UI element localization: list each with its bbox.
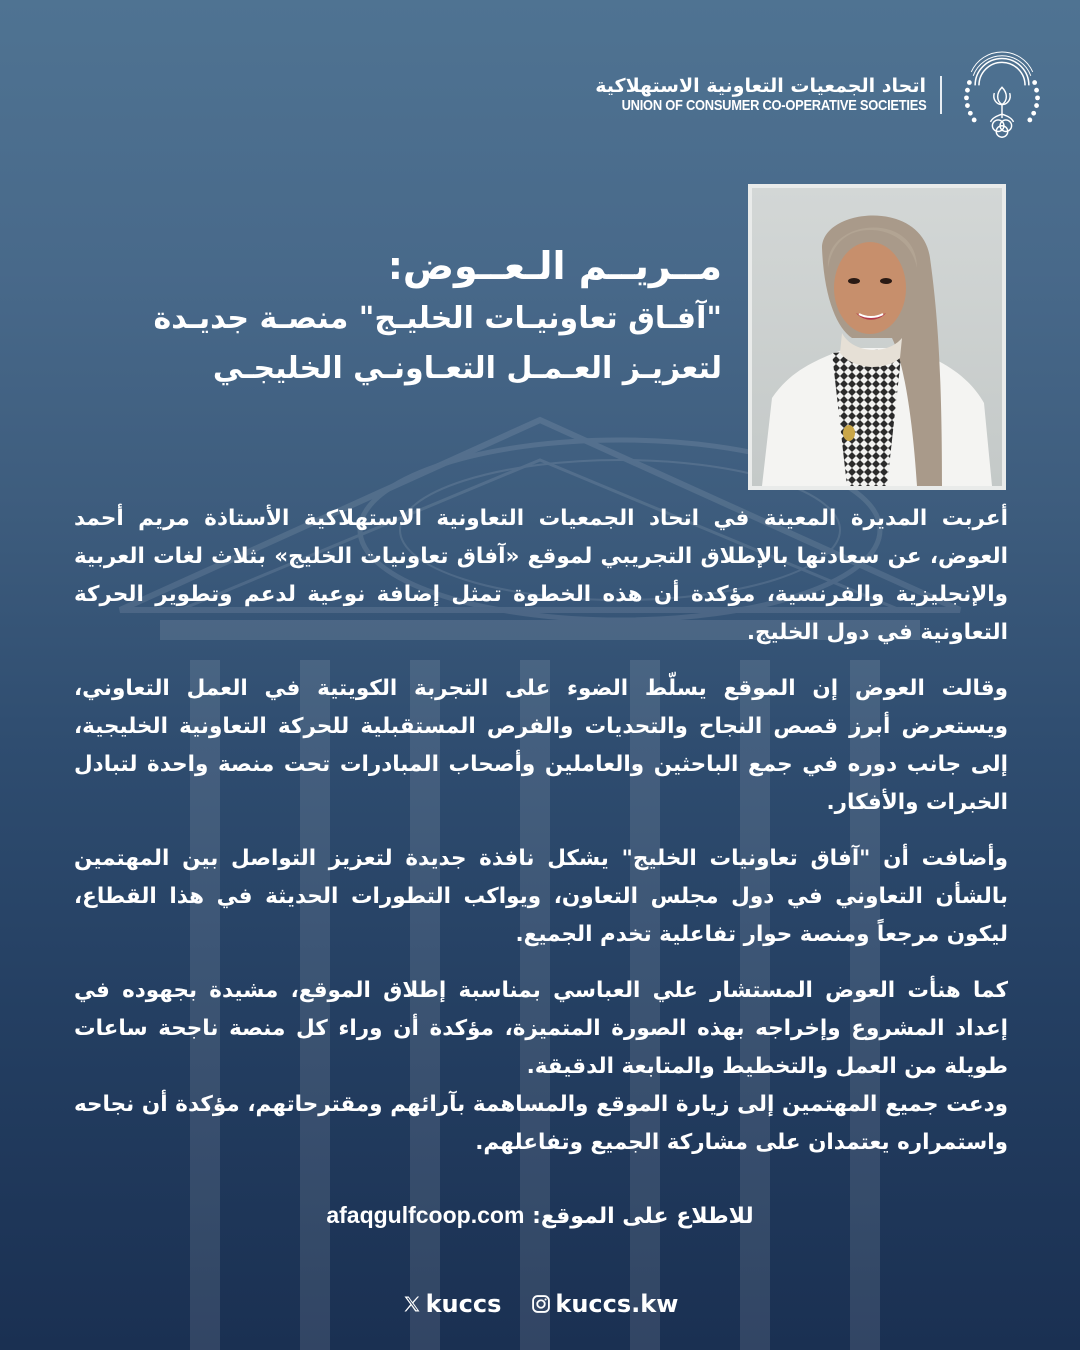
org-name-arabic: اتحاد الجمعيات التعاونية الاستهلاكية (595, 75, 926, 97)
instagram-handle: kuccs.kw (555, 1290, 679, 1318)
portrait-illustration (752, 188, 1002, 486)
article-body (74, 500, 1008, 1162)
header-divider (940, 76, 942, 114)
headline-line-2: لتعزيـز العـمـل التعـاونـي الخليجـي (212, 351, 722, 386)
org-name-english: UNION OF CONSUMER CO-OPERATIVE SOCIETIES (621, 97, 926, 114)
paragraph-3: وأضافت أن "آفاق تعاونيات الخليج" يشكل نافذة جديدة لتعزيز التواصل بين المهتمين بالشأن التعاوني في دول مجلس التعاون، ويواكب التطورات الحديثة في هذا القطاع، ليكون مرجعاً ومنصة حوار تفاعلية تخدم الجميع. (74, 846, 1008, 947)
x-handle-link[interactable] (402, 1290, 502, 1318)
paragraph-4: كما هنأت العوض المستشار علي العباسي بمناسبة إطلاق الموقع، مشيدة بجهوده في إعداد المشروع وإخراجه بهذه الصورة المتميزة، مؤكدة أن وراء كل منصة ناجحة ساعات طويلة من العمل والتخطيط والمتابعة الدقيقة. (74, 978, 1008, 1079)
headline (42, 238, 722, 394)
paragraph-2: وقالت العوض إن الموقع يسلّط الضوء على التجربة الكويتية في العمل التعاوني، ويستعرض أبرز قصص النجاح والتحديات والفرص المستقبلية للحركة التعاونية الخليجية، إلى جانب دوره في جمع الباحثين والعاملين وأصحاب المبادرات تحت منصة واحدة لتبادل الخبرات والأفكار. (74, 676, 1008, 815)
paragraph-1: أعربت المديرة المعينة في اتحاد الجمعيات التعاونية الاستهلاكية الأستاذة مريم أحمد العوض، عن سعادتها بالإطلاق التجريبي لموقع «آفاق تعاونيات الخليج» بثلاث لغات العربية والإنجليزية والفرنسية، مؤكدة أن هذه الخطوة تمثل إضافة نوعية لدعم وتطوير الحركة التعاونية في دول الخليج. (74, 506, 1008, 645)
union-emblem-icon (954, 47, 1050, 143)
website-link[interactable]: afaqgulfcoop.com (326, 1202, 525, 1228)
paragraph-5: ودعت جميع المهتمين إلى زيارة الموقع والمساهمة بآرائهم ومقترحاتهم، مؤكدة أن نجاحه واستمراره يعتمدان على مشاركة الجميع وتفاعلهم. (74, 1092, 1008, 1155)
social-handles (0, 1290, 1080, 1318)
header (572, 40, 1050, 150)
portrait-photo (748, 184, 1006, 490)
instagram-handle-link[interactable] (531, 1290, 678, 1318)
instagram-icon (531, 1294, 551, 1314)
website-line (0, 1202, 1080, 1229)
website-label: للاطلاع على الموقع: (532, 1204, 754, 1229)
headline-line-1: "آفـاق تعاونيـات الخليـج" منصـة جديـدة (153, 301, 722, 336)
headline-name: مــريــم الـعــوض: (387, 244, 722, 288)
org-name (572, 75, 926, 115)
x-handle: kuccs (425, 1290, 502, 1318)
x-logo-icon (402, 1294, 422, 1314)
